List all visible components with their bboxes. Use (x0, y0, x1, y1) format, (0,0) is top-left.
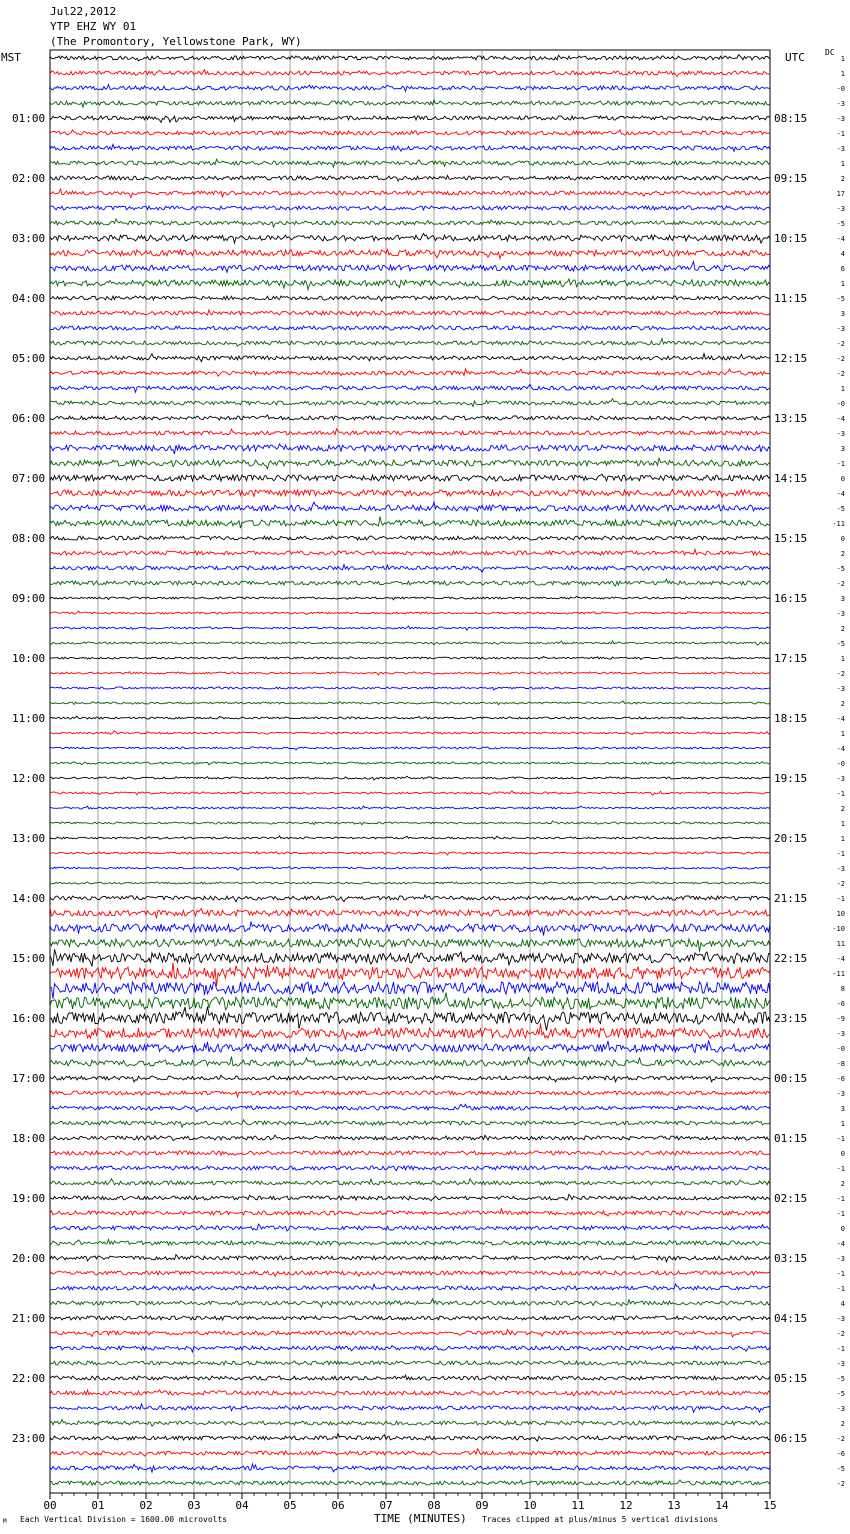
seismic-trace (50, 1255, 770, 1262)
hour-label-mst: 18:00 (12, 1132, 46, 1145)
dc-offset: -5 (836, 1375, 845, 1383)
dc-offset: -1 (836, 895, 845, 903)
dc-offset: -1 (836, 1270, 845, 1278)
seismic-trace (50, 1239, 770, 1245)
dc-offset: -3 (836, 145, 845, 153)
seismic-trace (50, 851, 770, 855)
seismic-trace (50, 656, 770, 659)
dc-offset: 0 (840, 475, 845, 483)
hour-label-mst: 14:00 (12, 892, 46, 905)
dc-offset: 1 (840, 835, 845, 843)
seismic-trace (50, 310, 770, 316)
hour-label-utc: 23:15 (774, 1012, 808, 1025)
dc-offset: 6 (840, 265, 845, 273)
dc-offset: 0 (840, 1150, 845, 1158)
dc-offset: 1 (840, 1120, 845, 1128)
seismic-trace (50, 821, 770, 825)
seismic-trace (50, 1209, 770, 1216)
dc-offset: -3 (836, 1030, 845, 1038)
dc-offset: -3 (836, 1255, 845, 1263)
dc-offset: 2 (840, 700, 845, 708)
hour-label-utc: 08:15 (774, 112, 808, 125)
seismic-trace (50, 502, 770, 511)
dc-offset: -4 (836, 490, 845, 498)
x-tick-label: 09 (475, 1499, 489, 1512)
hour-label-utc: 03:15 (774, 1252, 808, 1265)
seismic-trace (50, 415, 770, 420)
seismic-trace (50, 1179, 770, 1185)
dc-offset: -1 (836, 1135, 845, 1143)
seismic-trace (50, 1329, 770, 1337)
seismic-trace (50, 1419, 770, 1426)
seismic-trace (50, 55, 770, 61)
dc-offset: -9 (836, 1015, 845, 1023)
x-tick-label: 02 (139, 1499, 153, 1512)
seismic-trace (50, 565, 770, 573)
dc-offset: 3 (840, 595, 845, 603)
seismic-trace (50, 922, 770, 936)
hour-label-mst: 03:00 (12, 232, 46, 245)
seismic-trace (50, 1104, 770, 1112)
seismic-trace (50, 701, 770, 705)
dc-offset: -3 (836, 1405, 845, 1413)
seismic-trace (50, 429, 770, 435)
seismic-trace (50, 895, 770, 902)
seismic-trace (50, 474, 770, 481)
hour-label-mst: 04:00 (12, 292, 46, 305)
dc-offset: -2 (836, 1435, 845, 1443)
x-tick-label: 10 (523, 1499, 537, 1512)
hour-label-utc: 05:15 (774, 1372, 808, 1385)
dc-offset: -2 (836, 1330, 845, 1338)
dc-offset: 0 (840, 1225, 845, 1233)
dc-offset: -2 (836, 670, 845, 678)
hour-label-utc: 16:15 (774, 592, 808, 605)
hour-label-utc: 02:15 (774, 1192, 808, 1205)
x-tick-label: 07 (379, 1499, 393, 1512)
hour-label-utc: 19:15 (774, 772, 808, 785)
hour-label-utc: 04:15 (774, 1312, 808, 1325)
hour-label-mst: 02:00 (12, 172, 46, 185)
dc-offset: -3 (836, 430, 845, 438)
seismic-trace (50, 296, 770, 301)
seismic-trace (50, 1480, 770, 1485)
dc-offset: -5 (836, 565, 845, 573)
hour-label-utc: 06:15 (774, 1432, 808, 1445)
dc-offset: 1 (840, 385, 845, 393)
dc-offset: 1 (840, 655, 845, 663)
dc-offset: -2 (836, 1480, 845, 1488)
seismic-trace (50, 1091, 770, 1097)
x-tick-label: 14 (715, 1499, 729, 1512)
hour-label-mst: 13:00 (12, 832, 46, 845)
clip-note: Traces clipped at plus/minus 5 vertical divisions (482, 1515, 719, 1524)
seismic-trace (50, 1434, 770, 1442)
hour-label-utc: 15:15 (774, 532, 808, 545)
seismic-trace (50, 791, 770, 795)
x-tick-label: 06 (331, 1499, 345, 1512)
seismic-trace (50, 234, 770, 244)
dc-offset: -3 (836, 1360, 845, 1368)
right-timezone-label: UTC (785, 51, 805, 64)
hour-label-mst: 15:00 (12, 952, 46, 965)
dc-offset: -1 (836, 790, 845, 798)
hour-label-utc: 00:15 (774, 1072, 808, 1085)
seismic-trace (50, 354, 770, 362)
dc-offset: -1 (836, 1195, 845, 1203)
seismic-trace (50, 489, 770, 497)
dc-offset: 0 (840, 535, 845, 543)
dc-offset: 1 (840, 820, 845, 828)
hour-label-mst: 08:00 (12, 532, 46, 545)
x-tick-label: 15 (763, 1499, 777, 1512)
hour-label-mst: 09:00 (12, 592, 46, 605)
dc-offset: -2 (836, 340, 845, 348)
scale-note: Each Vertical Division = 1600.00 microvolts (20, 1515, 228, 1524)
dc-offset: -0 (836, 1045, 845, 1053)
x-tick-label: 01 (91, 1499, 105, 1512)
seismic-trace (50, 458, 770, 469)
dc-offset: -5 (836, 640, 845, 648)
seismic-trace (50, 175, 770, 181)
dc-offset: 4 (840, 250, 845, 258)
hour-label-utc: 18:15 (774, 712, 808, 725)
dc-offset: -11 (832, 520, 845, 528)
dc-offset: -0 (836, 85, 845, 93)
seismic-trace (50, 549, 770, 555)
seismic-trace (50, 339, 770, 347)
hour-label-utc: 22:15 (774, 952, 808, 965)
seismic-trace (50, 626, 770, 630)
dc-offset: -2 (836, 880, 845, 888)
seismic-trace (50, 536, 770, 540)
hour-label-utc: 10:15 (774, 232, 808, 245)
seismic-trace (50, 517, 770, 529)
x-axis-title: TIME (MINUTES) (374, 1512, 467, 1525)
dc-offset: 10 (836, 910, 845, 918)
seismic-trace (50, 747, 770, 750)
hour-label-mst: 07:00 (12, 472, 46, 485)
seismic-trace (50, 806, 770, 809)
dc-offset: 2 (840, 805, 845, 813)
dc-offset: -1 (836, 130, 845, 138)
hour-label-mst: 12:00 (12, 772, 46, 785)
dc-offset: 2 (840, 625, 845, 633)
dc-offset: -5 (836, 1465, 845, 1473)
seismic-trace (50, 369, 770, 376)
seismic-trace (50, 100, 770, 107)
dc-offset: -3 (836, 610, 845, 618)
station-location: (The Promontory, Yellowstone Park, WY) (50, 35, 302, 48)
seismic-trace (50, 250, 770, 259)
dc-offset: -5 (836, 220, 845, 228)
dc-offset: -2 (836, 580, 845, 588)
seismic-trace (50, 939, 770, 952)
seismic-trace (50, 116, 770, 122)
seismic-trace (50, 384, 770, 392)
seismic-trace (50, 206, 770, 210)
seismic-trace (50, 1150, 770, 1155)
seismic-trace (50, 1375, 770, 1380)
dc-offset: 4 (840, 1300, 845, 1308)
dc-offset: -6 (836, 1075, 845, 1083)
dc-offset: -11 (832, 970, 845, 978)
seismic-trace (50, 731, 770, 735)
x-tick-label: 05 (283, 1499, 297, 1512)
seismic-trace (50, 579, 770, 586)
seismic-trace (50, 776, 770, 780)
hour-label-utc: 12:15 (774, 352, 808, 365)
hour-label-mst: 11:00 (12, 712, 46, 725)
seismic-trace (50, 159, 770, 167)
corner-mark: M (3, 1518, 7, 1525)
hour-label-utc: 13:15 (774, 412, 808, 425)
seismic-trace (50, 1194, 770, 1200)
hour-label-utc: 01:15 (774, 1132, 808, 1145)
seismic-trace (50, 189, 770, 197)
dc-offset: -1 (836, 1345, 845, 1353)
hour-label-mst: 22:00 (12, 1372, 46, 1385)
seismic-trace (50, 279, 770, 290)
hour-label-mst: 16:00 (12, 1012, 46, 1025)
seismic-trace (50, 907, 770, 918)
hour-label-mst: 20:00 (12, 1252, 46, 1265)
dc-offset: -5 (836, 295, 845, 303)
seismic-trace (50, 982, 770, 999)
hour-label-mst: 10:00 (12, 652, 46, 665)
dc-offset: -0 (836, 760, 845, 768)
dc-offset: -6 (836, 1450, 845, 1458)
seismic-trace (50, 399, 770, 407)
seismic-trace (50, 262, 770, 273)
chart-date: Jul22,2012 (50, 5, 117, 18)
seismic-trace (50, 867, 770, 870)
dc-offset: 17 (836, 190, 845, 198)
hour-label-mst: 05:00 (12, 352, 46, 365)
dc-offset: -0 (836, 400, 845, 408)
seismic-trace (50, 1284, 770, 1290)
seismic-trace (50, 687, 770, 690)
dc-offset: -1 (836, 1210, 845, 1218)
dc-offset: -1 (836, 850, 845, 858)
seismic-trace (50, 596, 770, 600)
dc-offset: 8 (840, 985, 845, 993)
dc-offset: -1 (836, 1285, 845, 1293)
seismic-trace (50, 882, 770, 884)
station-code: YTP EHZ WY 01 (50, 20, 137, 33)
hour-label-mst: 19:00 (12, 1192, 46, 1205)
seismic-trace (50, 1057, 770, 1066)
seismic-trace (50, 70, 770, 77)
hour-label-mst: 21:00 (12, 1312, 46, 1325)
dc-offset: -6 (836, 1000, 845, 1008)
dc-offset: -4 (836, 1240, 845, 1248)
dc-offset: -3 (836, 685, 845, 693)
dc-offset: -8 (836, 1060, 845, 1068)
hour-label-mst: 06:00 (12, 412, 46, 425)
seismic-trace (50, 611, 770, 615)
dc-offset: -3 (836, 1315, 845, 1323)
x-tick-label: 12 (619, 1499, 633, 1512)
dc-offset: 1 (840, 55, 845, 63)
seismic-trace (50, 444, 770, 454)
x-tick-label: 08 (427, 1499, 441, 1512)
x-tick-label: 04 (235, 1499, 249, 1512)
dc-offset: 1 (840, 730, 845, 738)
seismic-trace (50, 1023, 770, 1039)
x-tick-label: 13 (667, 1499, 681, 1512)
dc-offset: -3 (836, 865, 845, 873)
hour-label-utc: 14:15 (774, 472, 808, 485)
hour-label-utc: 11:15 (774, 292, 808, 305)
dc-offset: -5 (836, 505, 845, 513)
dc-offset: 3 (840, 310, 845, 318)
dc-offset: -5 (836, 1390, 845, 1398)
hour-label-utc: 09:15 (774, 172, 808, 185)
seismic-trace (50, 949, 770, 966)
dc-offset: 3 (840, 445, 845, 453)
seismic-trace (50, 219, 770, 227)
x-tick-label: 11 (571, 1499, 585, 1512)
dc-offset: 1 (840, 70, 845, 78)
seismic-trace (50, 762, 770, 765)
hour-label-mst: 23:00 (12, 1432, 46, 1445)
dc-offset: 1 (840, 160, 845, 168)
seismic-trace (50, 1271, 770, 1276)
dc-offset: -3 (836, 325, 845, 333)
hour-label-utc: 21:15 (774, 892, 808, 905)
seismic-trace (50, 1404, 770, 1412)
seismic-trace (50, 1390, 770, 1396)
dc-offset: -3 (836, 115, 845, 123)
seismic-trace (50, 1464, 770, 1472)
x-tick-label: 03 (187, 1499, 201, 1512)
seismic-trace (50, 1120, 770, 1128)
hour-label-utc: 20:15 (774, 832, 808, 845)
seismic-trace (50, 1135, 770, 1140)
hour-label-mst: 17:00 (12, 1072, 46, 1085)
dc-offset: 2 (840, 1180, 845, 1188)
seismic-trace (50, 836, 770, 839)
seismic-trace (50, 1316, 770, 1320)
dc-offset: 2 (840, 550, 845, 558)
dc-offset: -4 (836, 955, 845, 963)
seismic-trace (50, 672, 770, 675)
hour-label-mst: 01:00 (12, 112, 46, 125)
seismic-trace (50, 1007, 770, 1031)
dc-offset: -3 (836, 205, 845, 213)
seismic-trace (50, 716, 770, 719)
seismic-trace (50, 85, 770, 92)
seismic-trace (50, 963, 770, 986)
dc-offset: -4 (836, 715, 845, 723)
seismic-trace (50, 130, 770, 135)
dc-offset: 11 (836, 940, 845, 948)
dc-offset: -10 (832, 925, 845, 933)
dc-offset: 3 (840, 1105, 845, 1113)
left-timezone-label: MST (1, 51, 21, 64)
seismic-trace (50, 1299, 770, 1307)
x-tick-label: 00 (43, 1499, 57, 1512)
seismic-trace (50, 1075, 770, 1082)
dc-offset: -4 (836, 745, 845, 753)
seismic-trace (50, 993, 770, 1010)
dc-offset: -2 (836, 355, 845, 363)
dc-offset: 2 (840, 1420, 845, 1428)
dc-offset: -1 (836, 460, 845, 468)
seismic-trace (50, 1361, 770, 1365)
dc-offset: -4 (836, 235, 845, 243)
seismic-trace (50, 1040, 770, 1053)
dc-offset: -4 (836, 415, 845, 423)
dc-offset-header: DC (825, 48, 835, 57)
dc-offset: -2 (836, 370, 845, 378)
dc-offset: 1 (840, 280, 845, 288)
dc-offset: -1 (836, 1165, 845, 1173)
dc-offset: -3 (836, 100, 845, 108)
seismic-trace (50, 1346, 770, 1352)
seismic-trace (50, 1166, 770, 1171)
dc-offset: -3 (836, 775, 845, 783)
hour-label-utc: 17:15 (774, 652, 808, 665)
seismic-trace (50, 325, 770, 330)
seismic-trace (50, 641, 770, 645)
dc-offset: 2 (840, 175, 845, 183)
seismic-trace (50, 1224, 770, 1231)
dc-offset: -3 (836, 1090, 845, 1098)
seismic-trace (50, 144, 770, 151)
seismic-trace (50, 1449, 770, 1456)
